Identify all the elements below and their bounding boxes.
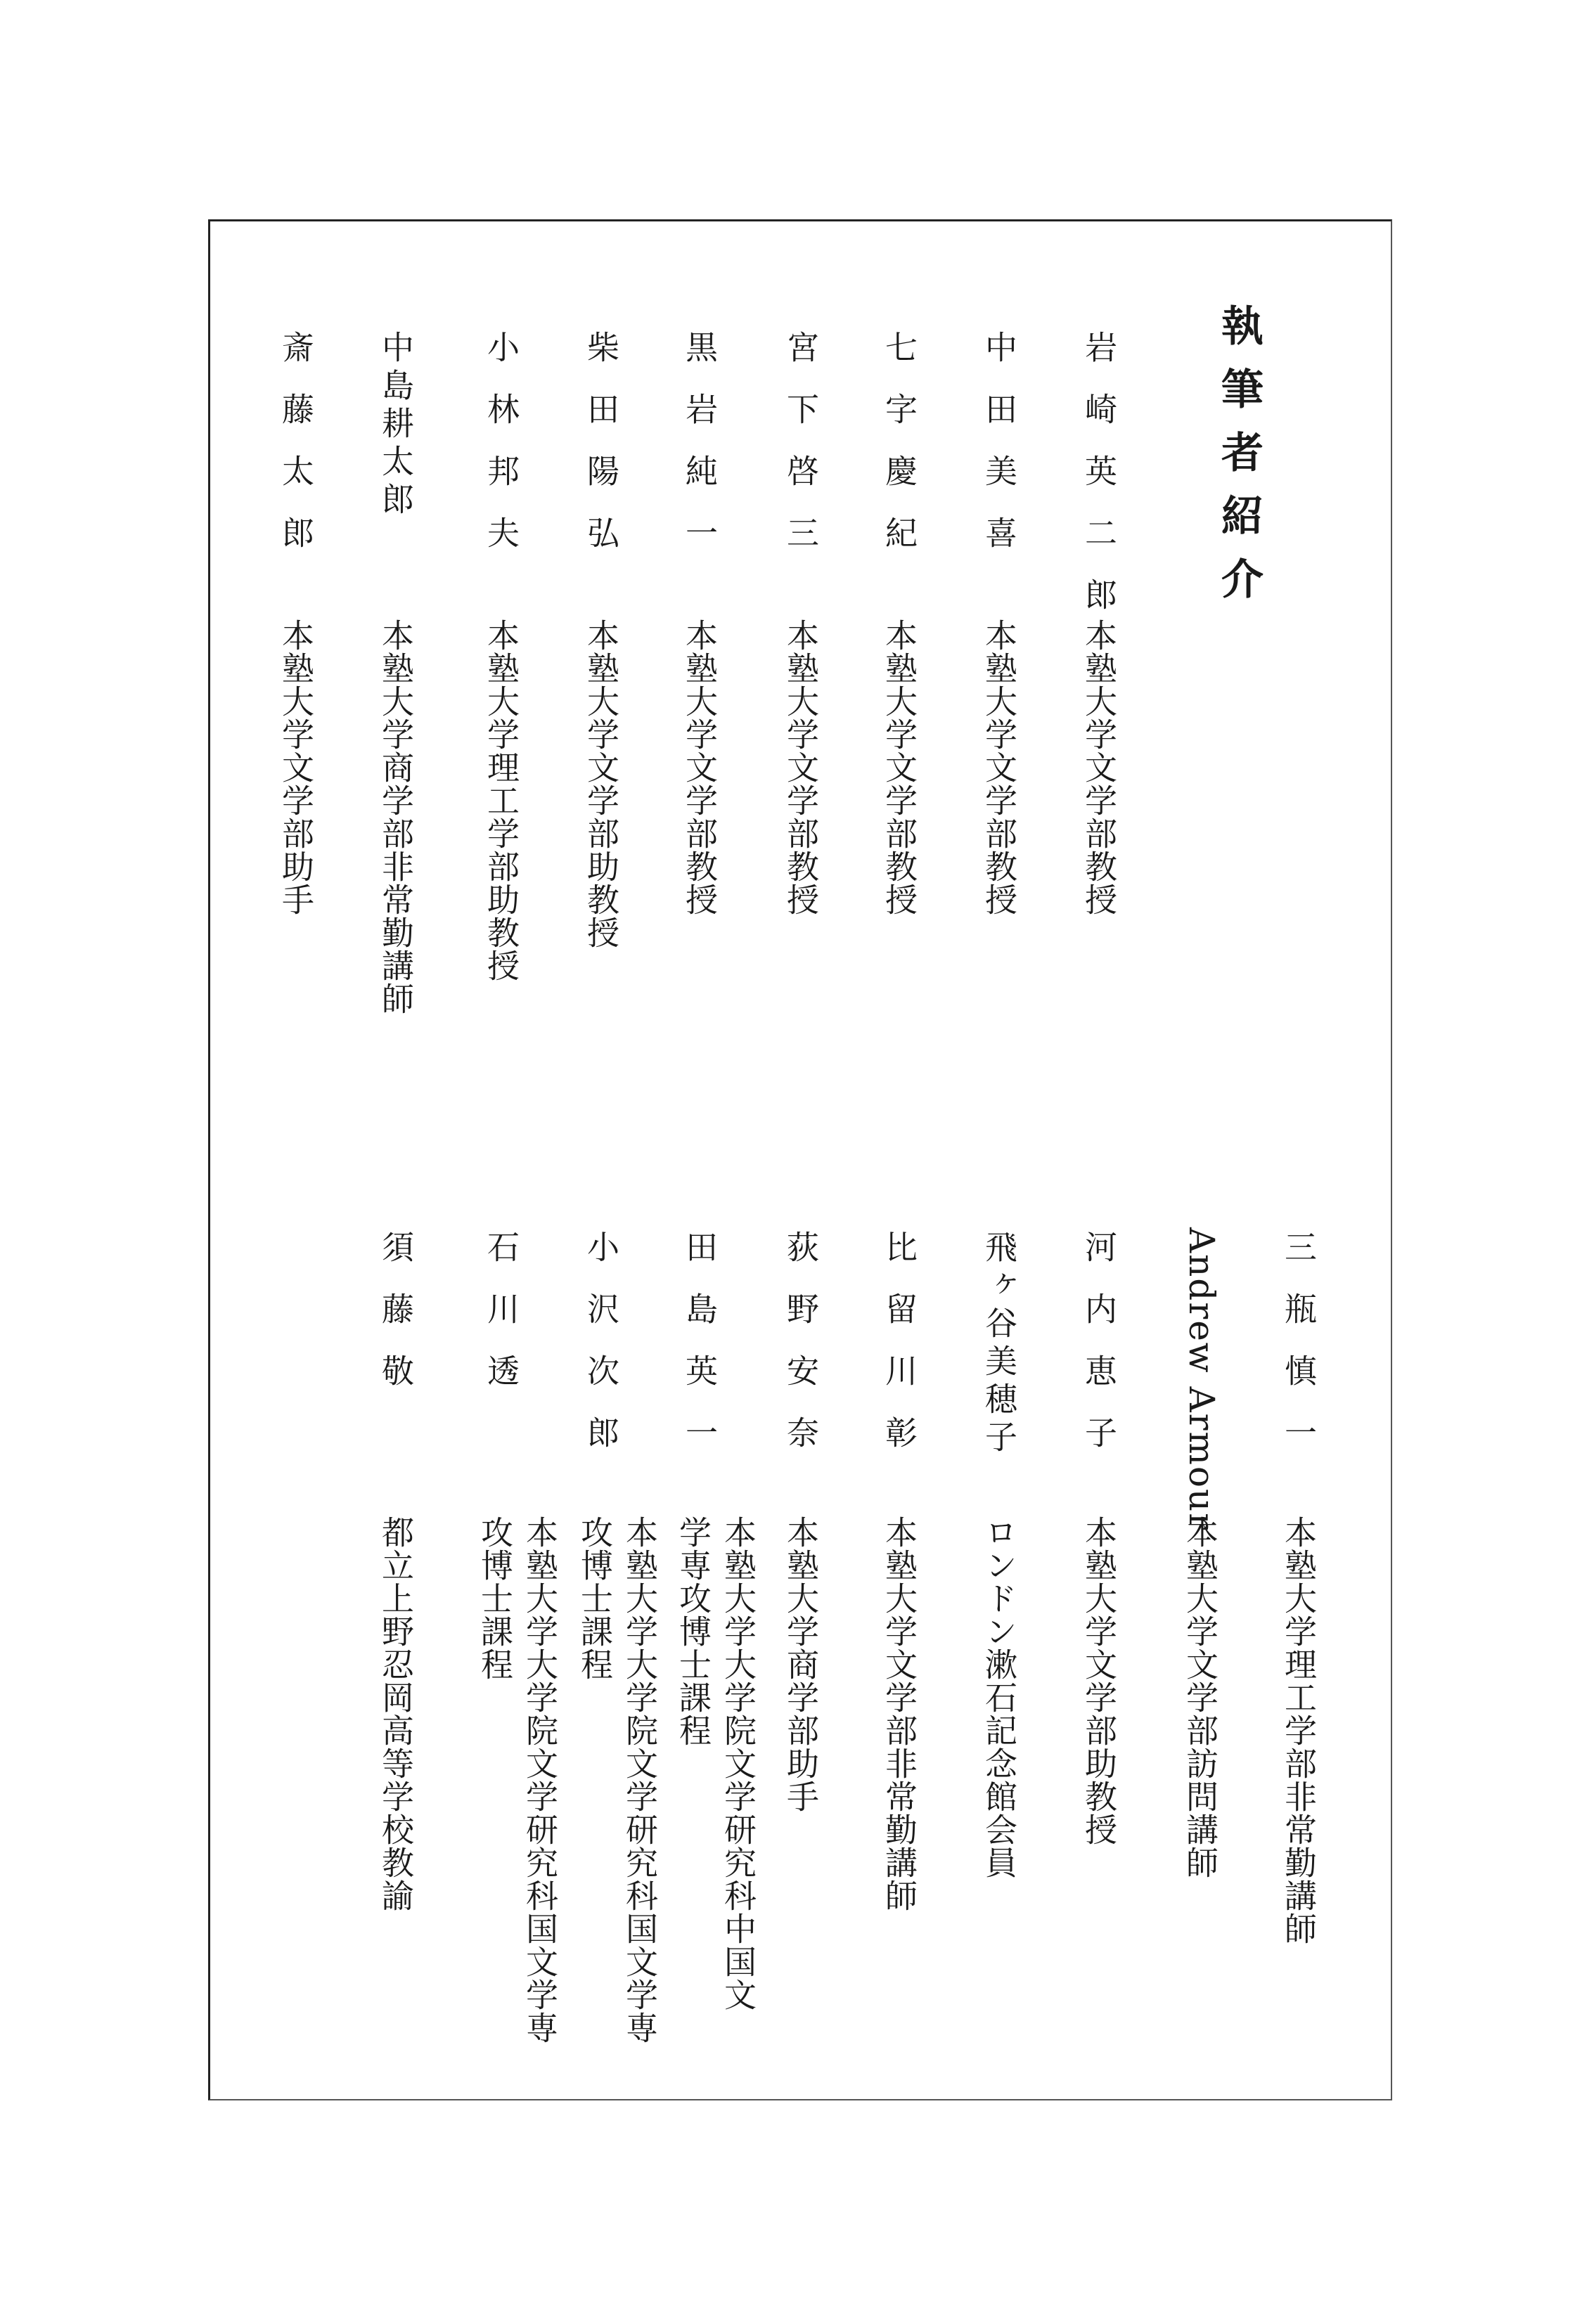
contributor-name: 荻野安奈 bbox=[782, 1230, 820, 1478]
contributor-affiliation: 本塾大学文学部助教授 bbox=[1080, 1516, 1118, 1846]
contributor-affiliation: 本塾大学文学部教授 bbox=[1080, 619, 1118, 916]
contributor-affiliation: 本塾大学文学部非常勤講師 bbox=[880, 1516, 918, 1912]
contributor-affiliation: 本塾大学商学部助手 bbox=[782, 1516, 820, 1813]
contributor-name: Andrew Armour bbox=[1181, 1227, 1222, 1532]
contributor-affiliation: 本塾大学文学部教授 bbox=[880, 619, 918, 916]
contributor-affiliation: 本塾大学文学部助手 bbox=[277, 619, 315, 916]
contributor-affiliation: 本塾大学大学院文学研究科国文学専攻博士課程 bbox=[576, 1516, 659, 2044]
contributor-name: 七字慶紀 bbox=[880, 330, 918, 578]
contributor-affiliation: 本塾大学文学部教授 bbox=[782, 619, 820, 916]
contributor-name: 斎藤太郎 bbox=[277, 330, 315, 578]
contributor-name: 宮下啓三 bbox=[782, 330, 820, 578]
contributor-name: 河内恵子 bbox=[1080, 1230, 1118, 1478]
contributor-affiliation: 本塾大学文学部教授 bbox=[681, 619, 719, 916]
contributor-affiliation: 本塾大学大学院文学研究科中国文学専攻博士課程 bbox=[674, 1516, 757, 2011]
contributor-name: 比留川彰 bbox=[880, 1230, 918, 1478]
contributor-name: 三瓶慎一 bbox=[1280, 1230, 1318, 1478]
contributor-name: 小沢次郎 bbox=[582, 1230, 620, 1478]
page-title: 執筆者紹介 bbox=[1214, 304, 1264, 620]
contributor-name: 石川透 bbox=[482, 1230, 520, 1416]
contributor-affiliation: 本塾大学理工学部非常勤講師 bbox=[1280, 1516, 1318, 1945]
contributor-affiliation: 本塾大学文学部訪問講師 bbox=[1181, 1516, 1219, 1879]
contributor-affiliation: 本塾大学大学院文学研究科国文学専攻博士課程 bbox=[476, 1516, 559, 2044]
contributor-name: 小林邦夫 bbox=[482, 330, 520, 578]
contributor-name: 中田美喜 bbox=[980, 330, 1018, 578]
contributor-name: 田島英一 bbox=[681, 1230, 719, 1478]
contributor-name: 黒岩純一 bbox=[681, 330, 719, 578]
contributor-affiliation: 本塾大学文学部教授 bbox=[980, 619, 1018, 916]
contributor-affiliation: 本塾大学商学部非常勤講師 bbox=[377, 619, 415, 1015]
contributor-affiliation: 本塾大学文学部助教授 bbox=[582, 619, 620, 949]
contributor-name: 岩崎英二郎 bbox=[1080, 330, 1118, 640]
contributor-name: 飛ヶ谷美穂子 bbox=[980, 1230, 1018, 1458]
contributor-affiliation: 都立上野忍岡高等学校教諭 bbox=[377, 1516, 415, 1912]
contributor-name: 須藤敬 bbox=[377, 1230, 415, 1416]
contributor-affiliation: ロンドン漱石記念館会員 bbox=[980, 1516, 1018, 1879]
contributor-name: 中島耕太郎 bbox=[377, 330, 415, 520]
contributor-name: 柴田陽弘 bbox=[582, 330, 620, 578]
contributor-affiliation: 本塾大学理工学部助教授 bbox=[482, 619, 520, 982]
